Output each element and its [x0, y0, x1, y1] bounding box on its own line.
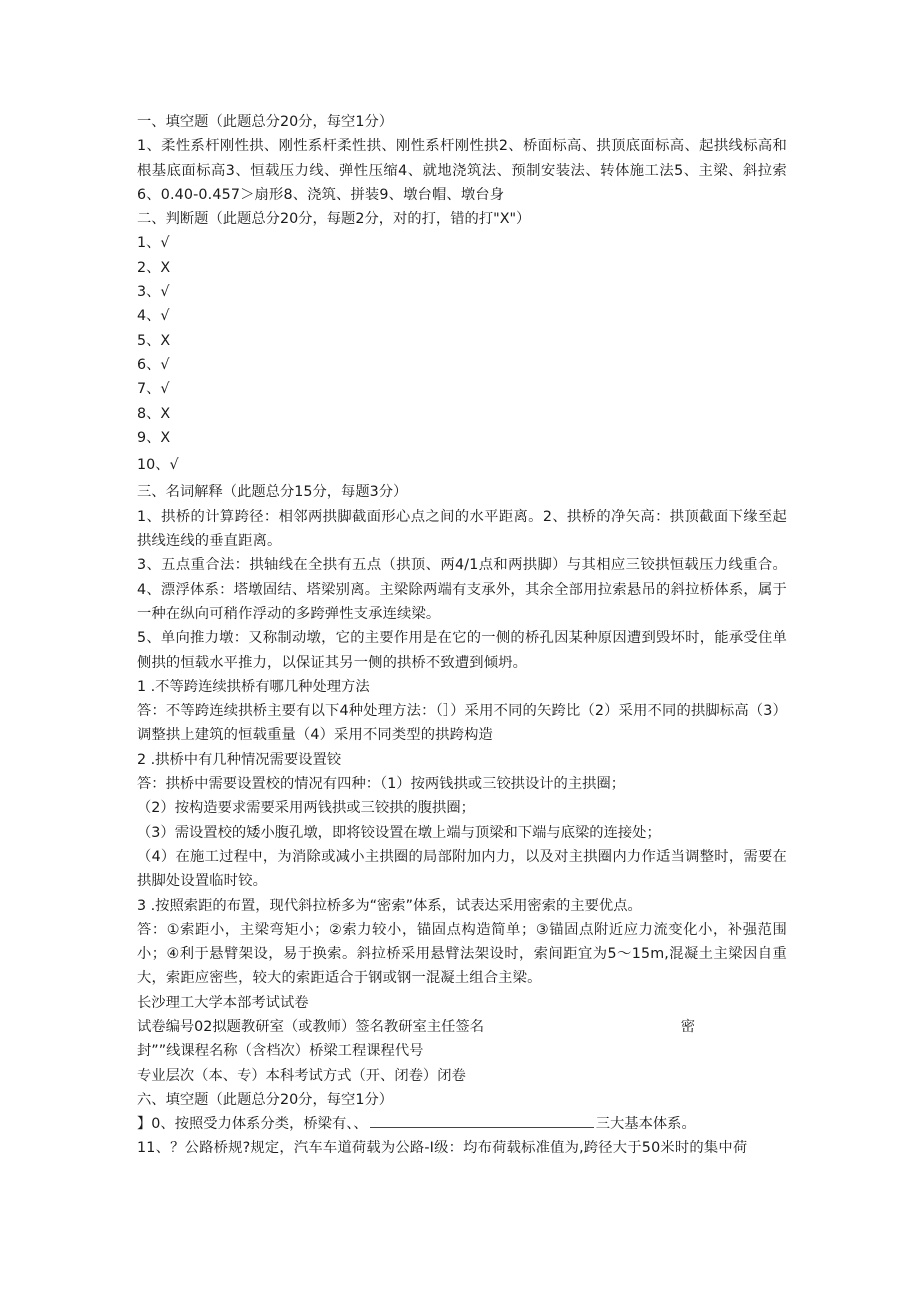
section6-title: 六、填空题（此题总分20分，每空1分） [137, 1091, 394, 1108]
answer: 答：①索距小，主梁弯矩小；②索力较小，锚固点构造简单；③锚固点附近应力流变化小，补强范围小；④利于悬臂架设，易于换索。斜拉桥采用悬臂法架设时，索间距宜为5～15m,混凝土主梁因自重大，索距应密些，较大的索距适合于钢或钢一混凝土组合主梁。 [137, 921, 787, 987]
judge-item: 7、√ [137, 381, 170, 398]
section1-title: 一、填空题（此题总分20分，每空1分） [137, 114, 394, 130]
term-definition: 1、拱桥的计算跨径：相邻两拱脚截面形心点之间的水平距离。2、拱桥的净矢高：拱顶截面下缘至起拱线连线的垂直距离。 [137, 508, 787, 550]
document-content [137, 110, 787, 1161]
exam-header-course: 封””线课程名称（含档次）桥梁工程课程代号 [137, 1043, 424, 1060]
answer: 答：不等跨连续拱桥主要有以下4种处理方法：（］）采用不同的矢跨比（2）采用不同的拱脚标高（3）调整拱上建筑的恒载重量（4）采用不同类型的拱跨构造 [137, 703, 787, 744]
judge-item: 6、√ [137, 356, 170, 373]
exam-header-type: 专业层次（本、专）本科考试方式（开、闭卷）闭卷 [137, 1067, 466, 1084]
judge-item: 4、√ [137, 308, 170, 325]
question-text: 三大基本体系。 [595, 1116, 696, 1133]
judge-item: 9、X [137, 429, 171, 446]
exam-university-title: 长沙理工大学本部考试试卷 [137, 994, 309, 1011]
answer-blank [370, 1115, 594, 1128]
fill-question-11: 11、？公路桥规?规定，汽车车道荷载为公路-I级：均布荷载标准值为,跨径大于50米时的集中荷 [137, 1140, 748, 1157]
term-definition: 3、五点重合法：拱轴线在全拱有五点（拱顶、两4/1点和两拱脚）与其相应三铰拱恒载压力线重合。4、漂浮体系：塔墩固结、塔梁别离。主梁除两端有支承外，其余全部用拉索悬吊的斜拉桥体系，属于一种在纵向可稍作浮动的多跨弹性支承连续梁。 [137, 557, 787, 622]
judge-item: 1、√ [137, 235, 170, 252]
answer-line: （4）在施工过程中，为消除或减小主拱圈的局部附加内力，以及对主拱圈内力作适当调整时，需要在拱脚处设置临时铰。 [137, 848, 787, 890]
section3-title: 三、名词解释（此题总分15分，每题3分） [137, 484, 408, 501]
question: 1 .不等跨连续拱桥有哪几种处理方法 [137, 678, 370, 695]
answer-line: 答：拱桥中需要设置校的情况有四种：（1）按两钱拱或三铰拱设计的主拱圈； [137, 776, 626, 793]
answer-line: （2）按构造要求需要采用两钱拱或三铰拱的腹拱圈； [137, 800, 475, 817]
judge-answer-list [137, 231, 787, 477]
judge-item: 3、√ [137, 284, 170, 301]
judge-item: 10、√ [137, 457, 179, 474]
answer-line: （3）需设置校的矮小腹孔墩，即将铰设置在墩上端与顶梁和下端与底梁的连接处； [137, 824, 661, 841]
judge-item: 8、X [137, 405, 171, 422]
exam-header-seal: 密 [680, 1018, 695, 1035]
exam-header-row [137, 1015, 787, 1039]
judge-item: 2、X [137, 259, 171, 276]
fill-question-10 [137, 1112, 787, 1136]
section1-answers: 1、柔性系杆刚性拱、刚性系杆柔性拱、刚性系杆刚性拱2、桥面标高、拱顶底面标高、起拱线标高和根基底面标高3、恒载压力线、弹性压缩4、就地浇筑法、预制安装法、转体施工法5、主梁、斜拉索6、0.40-0.457＞扇形8、浇筑、拼装9、墩台帽、墩台身 [137, 138, 787, 203]
judge-item: 5、X [137, 332, 171, 349]
section2-title: 二、判断题（此题总分20分，每题2分，对的打，错的打"X"） [137, 211, 531, 228]
exam-header-left: 试卷编号02拟题教研室（或教师）签名教研室主任签名 [137, 1018, 485, 1035]
question: 3 .按照索距的布置，现代斜拉桥多为“密索”体系，试表达采用密索的主要优点。 [137, 897, 642, 914]
question: 2 .拱桥中有几种情况需要设置铰 [137, 751, 342, 768]
question-text: 】0、按照受力体系分类，桥梁有、、 [137, 1116, 368, 1133]
term-definition: 5、单向推力墩：又称制动墩，它的主要作用是在它的一侧的桥孔因某种原因遭到毁坏时，能承受住单侧拱的恒载水平推力，以保证其另一侧的拱桥不致遭到倾坍。 [137, 630, 787, 671]
